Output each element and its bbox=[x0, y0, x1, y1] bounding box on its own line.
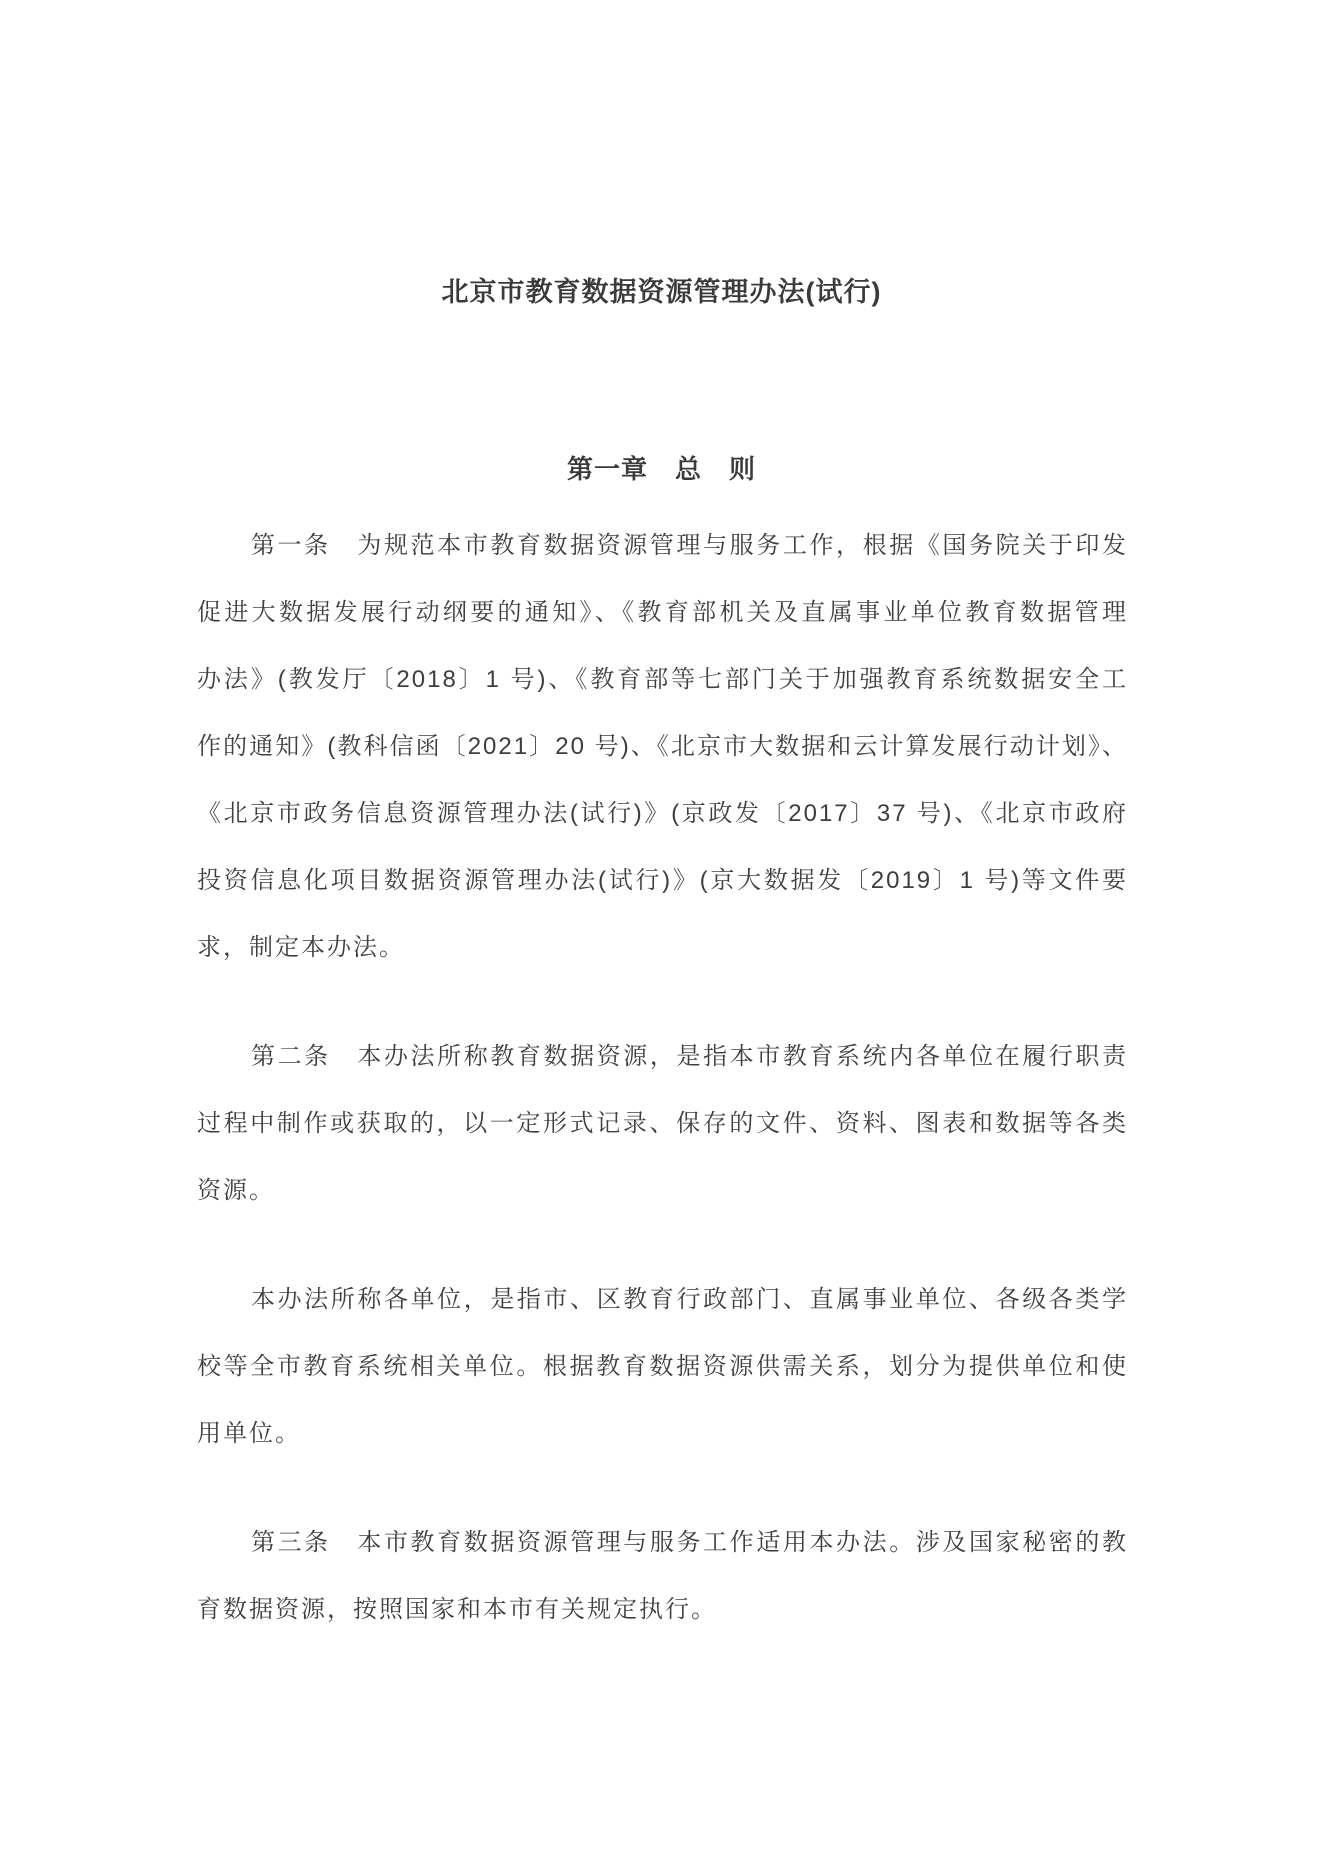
paragraph-article-3 bbox=[197, 1509, 1128, 1643]
document-title: 北京市教育数据资源管理办法(试行) bbox=[441, 277, 882, 307]
text-line: 投资信息化项目数据资源管理办法(试行)》(京大数据发〔2019〕1 号)等文件要 bbox=[197, 867, 1128, 894]
text-line: 第一条 为规范本市教育数据资源管理与服务工作，根据《国务院关于印发 bbox=[251, 532, 1128, 559]
text-line: 《北京市政务信息资源管理办法(试行)》(京政发〔2017〕37 号)、《北京市政府 bbox=[197, 800, 1128, 827]
paragraph-article-2-definitions bbox=[197, 1266, 1128, 1467]
text-line: 过程中制作或获取的，以一定形式记录、保存的文件、资料、图表和数据等各类 bbox=[197, 1110, 1128, 1137]
text-line: 办法》(教发厅〔2018〕1 号)、《教育部等七部门关于加强教育系统数据安全工 bbox=[197, 666, 1128, 693]
text-line: 作的通知》(教科信函〔2021〕20 号)、《北京市大数据和云计算发展行动计划》、 bbox=[197, 733, 1128, 760]
text-line: 育数据资源，按照国家和本市有关规定执行。 bbox=[197, 1596, 717, 1623]
text-line: 第三条 本市教育数据资源管理与服务工作适用本办法。涉及国家秘密的教 bbox=[251, 1529, 1128, 1556]
text-line: 第二条 本办法所称教育数据资源，是指本市教育系统内各单位在履行职责 bbox=[251, 1043, 1128, 1070]
text-line: 校等全市教育系统相关单位。根据教育数据资源供需关系，划分为提供单位和使 bbox=[197, 1353, 1128, 1380]
text-line: 资源。 bbox=[197, 1177, 275, 1204]
text-line: 促进大数据发展行动纲要的通知》、《教育部机关及直属事业单位教育数据管理 bbox=[197, 599, 1128, 626]
document-body bbox=[197, 512, 1128, 1643]
chapter-heading: 第一章 总 则 bbox=[566, 454, 756, 484]
paragraph-article-2 bbox=[197, 1023, 1128, 1224]
paragraph-article-1 bbox=[197, 512, 1128, 981]
text-line: 求，制定本办法。 bbox=[197, 934, 405, 961]
text-line: 用单位。 bbox=[197, 1420, 301, 1447]
text-line: 本办法所称各单位，是指市、区教育行政部门、直属事业单位、各级各类学 bbox=[251, 1286, 1128, 1313]
